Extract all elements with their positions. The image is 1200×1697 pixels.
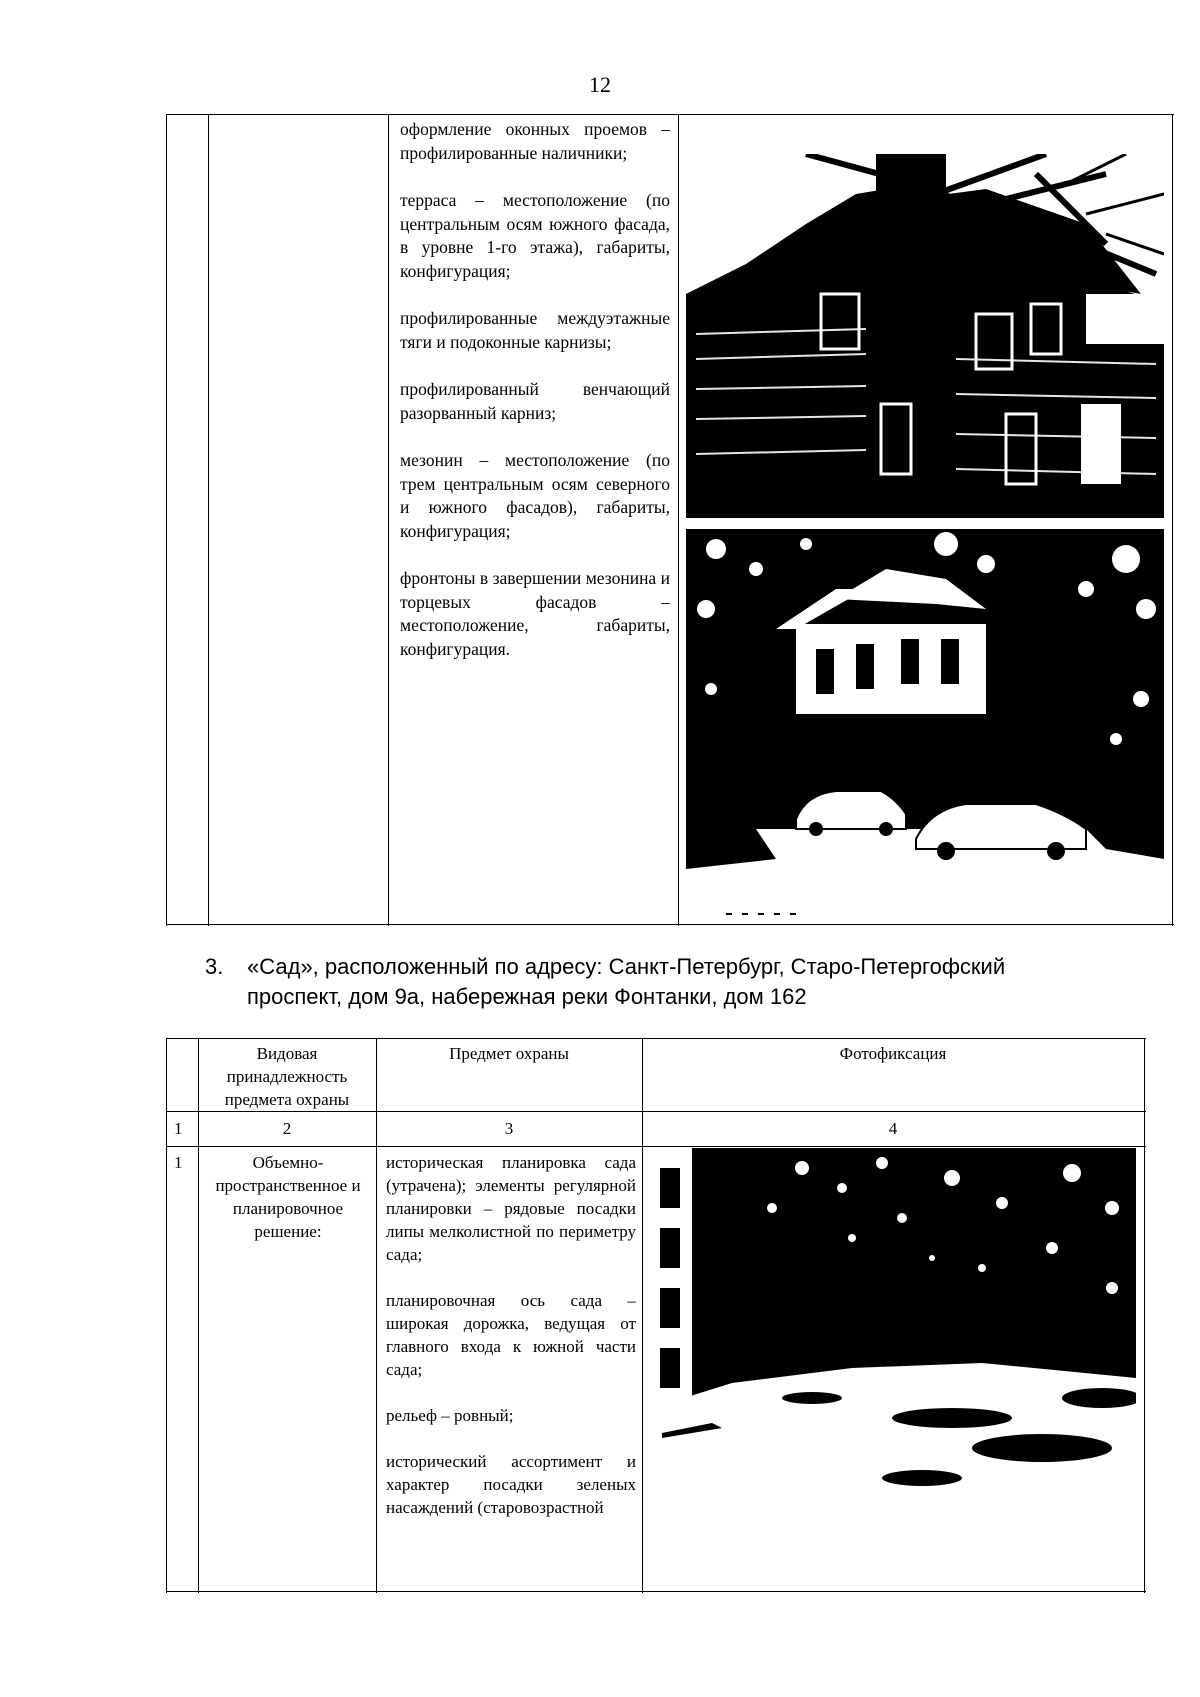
table-border xyxy=(1172,114,1173,926)
table-border xyxy=(208,114,209,926)
list-item: фронтоны в завершении мезонина и торцевых фасадов – местоположение, габариты, конфигурация. xyxy=(400,568,670,659)
header-type: Видовая принадлежность предмета охраны xyxy=(224,1044,350,1109)
column-number: 3 xyxy=(504,1119,514,1138)
protection-subject-list xyxy=(400,118,670,685)
header-subject: Предмет охраны xyxy=(449,1044,569,1063)
list-item: профилированные междуэтажные тяги и подоконные карнизы; xyxy=(400,308,670,352)
list-item: оформление оконных проемов – профилированные наличники; xyxy=(400,119,670,163)
list-item: терраса – местоположение (по центральным осям южного фасада, в уровне 1-го этажа), габариты, конфигурация; xyxy=(400,190,670,281)
table-border xyxy=(166,1146,1146,1147)
column-number: 1 xyxy=(174,1119,183,1138)
list-item: рельеф – ровный; xyxy=(386,1406,514,1425)
table-border xyxy=(166,1038,1146,1039)
protection-table-continued xyxy=(166,114,1174,926)
table-border xyxy=(1144,1038,1145,1593)
table-border xyxy=(166,1111,1146,1112)
garden-protection-table xyxy=(166,1038,1146,1593)
table-border xyxy=(166,114,167,926)
list-item: профилированный венчающий разорванный карниз; xyxy=(400,379,670,423)
protection-subject-list xyxy=(386,1151,636,1519)
row-number: 1 xyxy=(174,1153,183,1172)
section-number: 3. xyxy=(205,954,224,979)
column-number: 2 xyxy=(282,1119,292,1138)
list-item: историческая планировка сада (утрачена); элементы регулярной планировки – рядовые посадки липы мелколистной по периметру сада; xyxy=(386,1153,636,1264)
table-border xyxy=(166,1591,1146,1592)
table-border xyxy=(388,114,389,926)
table-border xyxy=(166,924,1174,925)
column-number: 4 xyxy=(888,1119,898,1138)
list-item: планировочная ось сада – широкая дорожка, ведущая от главного входа к южной части сада; xyxy=(386,1291,636,1379)
table-border xyxy=(166,1038,167,1593)
list-item: исторический ассортимент и характер посадки зеленых насаждений (старовозрастной xyxy=(386,1452,636,1517)
garden-photo xyxy=(652,1148,1136,1513)
list-item: мезонин – местоположение (по трем центральным осям северного и южного фасадов), габариты, конфигурация; xyxy=(400,450,670,541)
protection-type: Объемно-пространственное и планировочное решение: xyxy=(215,1153,361,1241)
page-number: 12 xyxy=(589,72,611,97)
table-border xyxy=(678,114,679,926)
section-title: «Сад», расположенный по адресу: Санкт-Петербург, Старо-Петергофский проспект, дом 9а, набережная реки Фонтанки, дом 162 xyxy=(247,954,1006,1009)
table-border xyxy=(166,114,1174,115)
house-photo-1 xyxy=(686,154,1164,518)
house-photo-2 xyxy=(686,529,1164,921)
header-photo: Фотофиксация xyxy=(839,1044,947,1063)
